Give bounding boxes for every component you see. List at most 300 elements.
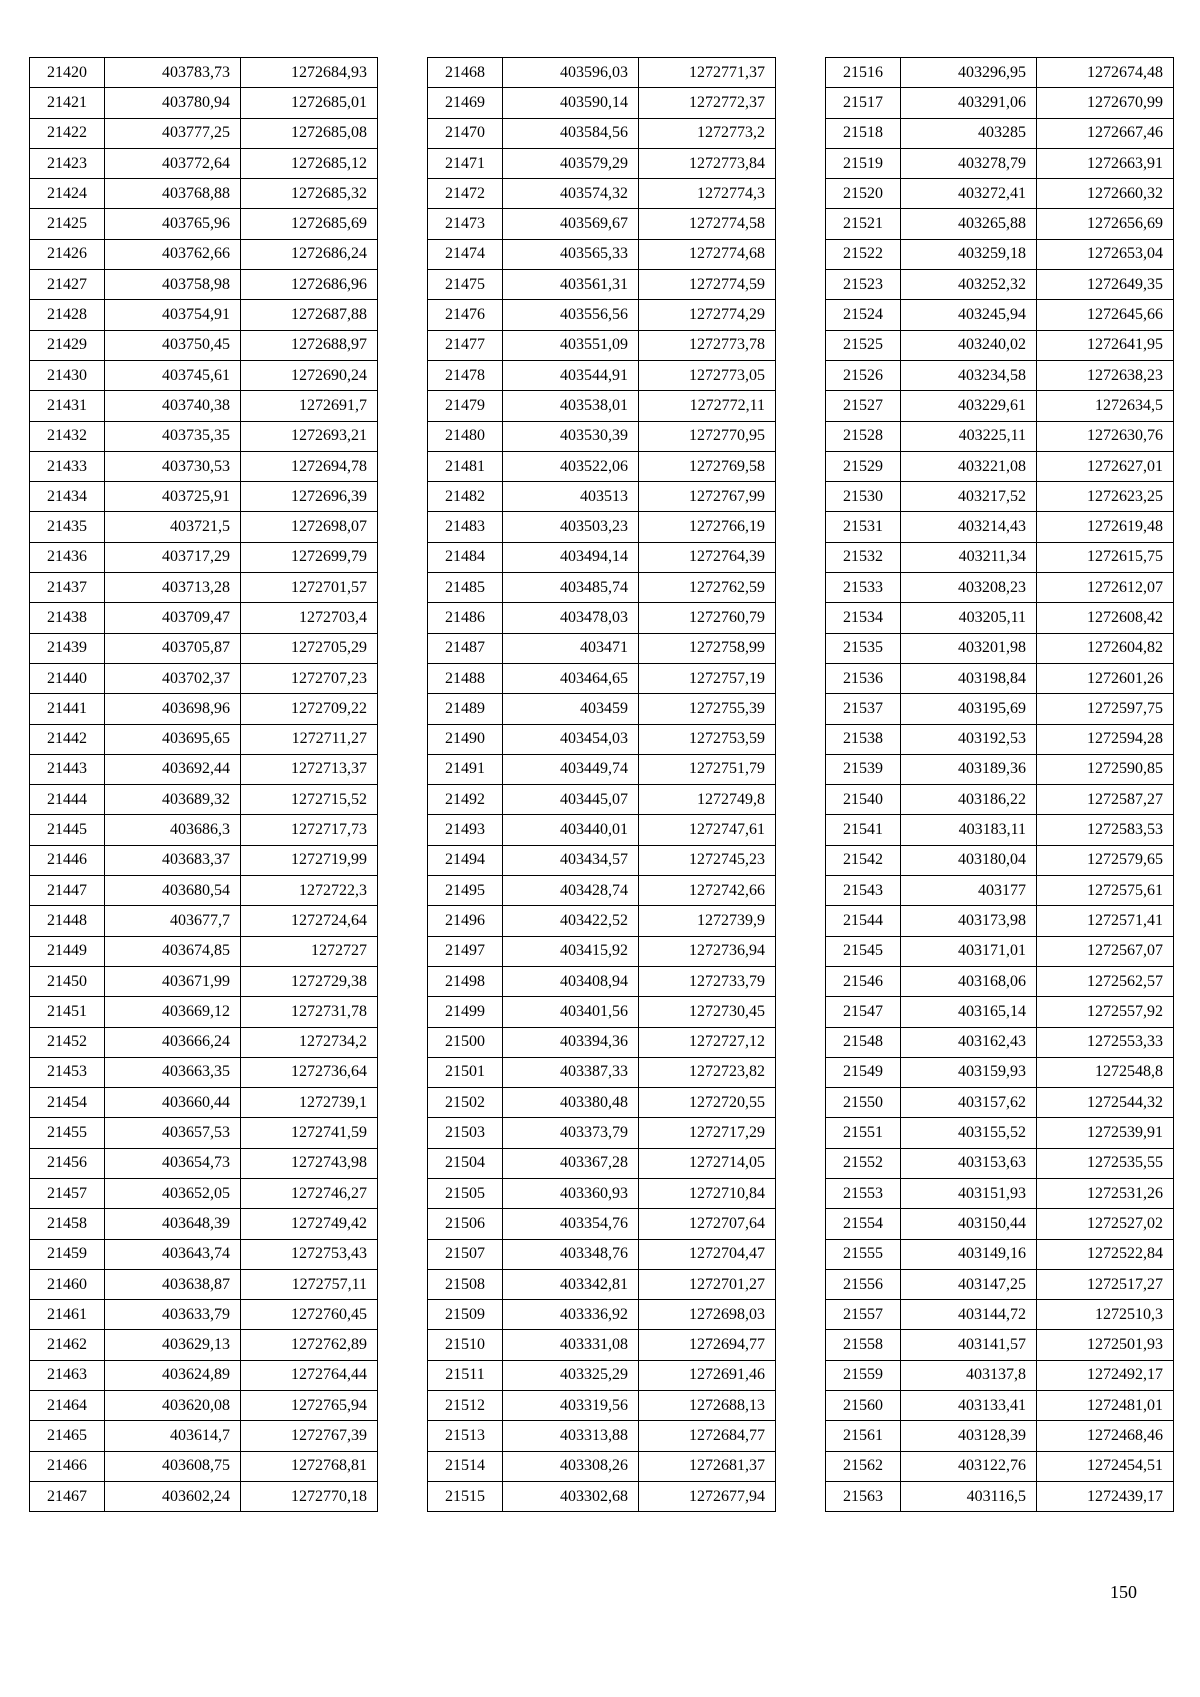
point-number-cell: 21498 <box>428 966 503 996</box>
point-number-cell: 21462 <box>30 1330 105 1360</box>
point-number-cell: 21502 <box>428 1088 503 1118</box>
table-row <box>30 1178 378 1208</box>
point-number-cell: 21423 <box>30 148 105 178</box>
y-coordinate-cell: 1272727,12 <box>639 1027 776 1057</box>
y-coordinate-cell: 1272690,24 <box>241 360 378 390</box>
table-row <box>826 906 1174 936</box>
x-coordinate-cell: 403705,87 <box>105 633 241 663</box>
y-coordinate-cell: 1272774,29 <box>639 300 776 330</box>
y-coordinate-cell: 1272757,19 <box>639 663 776 693</box>
table-row <box>30 936 378 966</box>
x-coordinate-cell: 403721,5 <box>105 512 241 542</box>
point-number-cell: 21461 <box>30 1300 105 1330</box>
x-coordinate-cell: 403252,32 <box>901 270 1037 300</box>
point-number-cell: 21536 <box>826 663 901 693</box>
point-number-cell: 21425 <box>30 209 105 239</box>
y-coordinate-cell: 1272517,27 <box>1037 1269 1174 1299</box>
point-number-cell: 21535 <box>826 633 901 663</box>
x-coordinate-cell: 403674,85 <box>105 936 241 966</box>
point-number-cell: 21492 <box>428 785 503 815</box>
table-row <box>826 58 1174 88</box>
y-coordinate-cell: 1272758,99 <box>639 633 776 663</box>
x-coordinate-cell: 403415,92 <box>503 936 639 966</box>
point-number-cell: 21550 <box>826 1088 901 1118</box>
point-number-cell: 21460 <box>30 1269 105 1299</box>
table-row <box>428 148 776 178</box>
table-row <box>428 1239 776 1269</box>
point-number-cell: 21437 <box>30 573 105 603</box>
x-coordinate-cell: 403234,58 <box>901 360 1037 390</box>
point-number-cell: 21467 <box>30 1481 105 1511</box>
table-row <box>826 694 1174 724</box>
y-coordinate-cell: 1272723,82 <box>639 1057 776 1087</box>
x-coordinate-cell: 403380,48 <box>503 1088 639 1118</box>
point-number-cell: 21483 <box>428 512 503 542</box>
table-row <box>30 391 378 421</box>
x-coordinate-cell: 403579,29 <box>503 148 639 178</box>
y-coordinate-cell: 1272685,12 <box>241 148 378 178</box>
point-number-cell: 21435 <box>30 512 105 542</box>
point-number-cell: 21504 <box>428 1148 503 1178</box>
y-coordinate-cell: 1272553,33 <box>1037 1027 1174 1057</box>
table-row <box>30 330 378 360</box>
table-row <box>30 906 378 936</box>
y-coordinate-cell: 1272575,61 <box>1037 876 1174 906</box>
x-coordinate-cell: 403698,96 <box>105 694 241 724</box>
x-coordinate-cell: 403168,06 <box>901 966 1037 996</box>
y-coordinate-cell: 1272722,3 <box>241 876 378 906</box>
x-coordinate-cell: 403155,52 <box>901 1118 1037 1148</box>
point-number-cell: 21421 <box>30 88 105 118</box>
point-number-cell: 21507 <box>428 1239 503 1269</box>
y-coordinate-cell: 1272715,52 <box>241 785 378 815</box>
point-number-cell: 21505 <box>428 1178 503 1208</box>
table-row <box>428 906 776 936</box>
table-row <box>30 270 378 300</box>
y-coordinate-cell: 1272720,55 <box>639 1088 776 1118</box>
table-row <box>30 88 378 118</box>
x-coordinate-cell: 403319,56 <box>503 1391 639 1421</box>
x-coordinate-cell: 403683,37 <box>105 845 241 875</box>
table-row <box>826 148 1174 178</box>
y-coordinate-cell: 1272736,64 <box>241 1057 378 1087</box>
y-coordinate-cell: 1272767,99 <box>639 482 776 512</box>
x-coordinate-cell: 403654,73 <box>105 1148 241 1178</box>
point-number-cell: 21481 <box>428 451 503 481</box>
y-coordinate-cell: 1272608,42 <box>1037 603 1174 633</box>
x-coordinate-cell: 403342,81 <box>503 1269 639 1299</box>
y-coordinate-cell: 1272691,46 <box>639 1360 776 1390</box>
y-coordinate-cell: 1272733,79 <box>639 966 776 996</box>
table-row <box>826 88 1174 118</box>
y-coordinate-cell: 1272707,23 <box>241 663 378 693</box>
point-number-cell: 21465 <box>30 1421 105 1451</box>
point-number-cell: 21506 <box>428 1209 503 1239</box>
y-coordinate-cell: 1272773,2 <box>639 118 776 148</box>
table-row <box>30 118 378 148</box>
point-number-cell: 21472 <box>428 179 503 209</box>
table-row <box>428 451 776 481</box>
table-row <box>30 1300 378 1330</box>
point-number-cell: 21546 <box>826 966 901 996</box>
y-coordinate-cell: 1272772,37 <box>639 88 776 118</box>
x-coordinate-cell: 403569,67 <box>503 209 639 239</box>
y-coordinate-cell: 1272701,27 <box>639 1269 776 1299</box>
table-row <box>826 542 1174 572</box>
table-row <box>30 1209 378 1239</box>
x-coordinate-cell: 403313,88 <box>503 1421 639 1451</box>
point-number-cell: 21430 <box>30 360 105 390</box>
table-row <box>826 482 1174 512</box>
y-coordinate-cell: 1272544,32 <box>1037 1088 1174 1118</box>
table-row <box>428 633 776 663</box>
table-row <box>428 1330 776 1360</box>
y-coordinate-cell: 1272696,39 <box>241 482 378 512</box>
point-number-cell: 21469 <box>428 88 503 118</box>
y-coordinate-cell: 1272687,88 <box>241 300 378 330</box>
table-row <box>428 573 776 603</box>
point-number-cell: 21548 <box>826 1027 901 1057</box>
y-coordinate-cell: 1272630,76 <box>1037 421 1174 451</box>
table-row <box>30 573 378 603</box>
y-coordinate-cell: 1272743,98 <box>241 1148 378 1178</box>
point-number-cell: 21426 <box>30 239 105 269</box>
point-number-cell: 21431 <box>30 391 105 421</box>
y-coordinate-cell: 1272704,47 <box>639 1239 776 1269</box>
x-coordinate-cell: 403348,76 <box>503 1239 639 1269</box>
table-row <box>30 300 378 330</box>
x-coordinate-cell: 403574,32 <box>503 179 639 209</box>
point-number-cell: 21553 <box>826 1178 901 1208</box>
table-row <box>428 421 776 451</box>
point-number-cell: 21495 <box>428 876 503 906</box>
table-row <box>826 1209 1174 1239</box>
table-row <box>826 512 1174 542</box>
x-coordinate-cell: 403360,93 <box>503 1178 639 1208</box>
coordinate-table-1 <box>29 57 378 1512</box>
x-coordinate-cell: 403522,06 <box>503 451 639 481</box>
point-number-cell: 21544 <box>826 906 901 936</box>
x-coordinate-cell: 403428,74 <box>503 876 639 906</box>
x-coordinate-cell: 403183,11 <box>901 815 1037 845</box>
y-coordinate-cell: 1272714,05 <box>639 1148 776 1178</box>
point-number-cell: 21427 <box>30 270 105 300</box>
x-coordinate-cell: 403614,7 <box>105 1421 241 1451</box>
point-number-cell: 21534 <box>826 603 901 633</box>
point-number-cell: 21487 <box>428 633 503 663</box>
x-coordinate-cell: 403494,14 <box>503 542 639 572</box>
y-coordinate-cell: 1272439,17 <box>1037 1481 1174 1511</box>
table-row <box>826 724 1174 754</box>
x-coordinate-cell: 403373,79 <box>503 1118 639 1148</box>
y-coordinate-cell: 1272753,43 <box>241 1239 378 1269</box>
y-coordinate-cell: 1272481,01 <box>1037 1391 1174 1421</box>
y-coordinate-cell: 1272762,59 <box>639 573 776 603</box>
x-coordinate-cell: 403648,39 <box>105 1209 241 1239</box>
x-coordinate-cell: 403201,98 <box>901 633 1037 663</box>
y-coordinate-cell: 1272711,27 <box>241 724 378 754</box>
y-coordinate-cell: 1272771,37 <box>639 58 776 88</box>
x-coordinate-cell: 403186,22 <box>901 785 1037 815</box>
point-number-cell: 21434 <box>30 482 105 512</box>
table-row <box>428 694 776 724</box>
x-coordinate-cell: 403758,98 <box>105 270 241 300</box>
table-row <box>428 512 776 542</box>
point-number-cell: 21489 <box>428 694 503 724</box>
point-number-cell: 21486 <box>428 603 503 633</box>
table-row <box>428 754 776 784</box>
point-number-cell: 21510 <box>428 1330 503 1360</box>
x-coordinate-cell: 403513 <box>503 482 639 512</box>
table-row <box>826 209 1174 239</box>
table-row <box>826 845 1174 875</box>
y-coordinate-cell: 1272641,95 <box>1037 330 1174 360</box>
table-row <box>826 300 1174 330</box>
table-row <box>428 724 776 754</box>
y-coordinate-cell: 1272539,91 <box>1037 1118 1174 1148</box>
y-coordinate-cell: 1272731,78 <box>241 997 378 1027</box>
x-coordinate-cell: 403137,8 <box>901 1360 1037 1390</box>
point-number-cell: 21517 <box>826 88 901 118</box>
table-row <box>826 1300 1174 1330</box>
point-number-cell: 21556 <box>826 1269 901 1299</box>
table-row <box>428 1391 776 1421</box>
table-row <box>30 663 378 693</box>
y-coordinate-cell: 1272663,91 <box>1037 148 1174 178</box>
table-row <box>428 815 776 845</box>
y-coordinate-cell: 1272579,65 <box>1037 845 1174 875</box>
y-coordinate-cell: 1272562,57 <box>1037 966 1174 996</box>
point-number-cell: 21561 <box>826 1421 901 1451</box>
y-coordinate-cell: 1272623,25 <box>1037 482 1174 512</box>
point-number-cell: 21439 <box>30 633 105 663</box>
point-number-cell: 21493 <box>428 815 503 845</box>
y-coordinate-cell: 1272557,92 <box>1037 997 1174 1027</box>
point-number-cell: 21448 <box>30 906 105 936</box>
point-number-cell: 21468 <box>428 58 503 88</box>
table-row <box>30 1239 378 1269</box>
y-coordinate-cell: 1272653,04 <box>1037 239 1174 269</box>
y-coordinate-cell: 1272707,64 <box>639 1209 776 1239</box>
y-coordinate-cell: 1272681,37 <box>639 1451 776 1481</box>
point-number-cell: 21549 <box>826 1057 901 1087</box>
table-row <box>30 209 378 239</box>
x-coordinate-cell: 403401,56 <box>503 997 639 1027</box>
y-coordinate-cell: 1272749,8 <box>639 785 776 815</box>
table-row <box>30 1391 378 1421</box>
x-coordinate-cell: 403768,88 <box>105 179 241 209</box>
y-coordinate-cell: 1272705,29 <box>241 633 378 663</box>
point-number-cell: 21470 <box>428 118 503 148</box>
table-row <box>30 179 378 209</box>
point-number-cell: 21485 <box>428 573 503 603</box>
table-row <box>30 966 378 996</box>
x-coordinate-cell: 403229,61 <box>901 391 1037 421</box>
coordinate-table-2 <box>427 57 776 1512</box>
table-row <box>826 815 1174 845</box>
x-coordinate-cell: 403584,56 <box>503 118 639 148</box>
x-coordinate-cell: 403503,23 <box>503 512 639 542</box>
y-coordinate-cell: 1272729,38 <box>241 966 378 996</box>
table-row <box>826 1027 1174 1057</box>
table-row <box>826 360 1174 390</box>
point-number-cell: 21515 <box>428 1481 503 1511</box>
x-coordinate-cell: 403259,18 <box>901 239 1037 269</box>
y-coordinate-cell: 1272601,26 <box>1037 663 1174 693</box>
x-coordinate-cell: 403765,96 <box>105 209 241 239</box>
y-coordinate-cell: 1272757,11 <box>241 1269 378 1299</box>
point-number-cell: 21497 <box>428 936 503 966</box>
point-number-cell: 21531 <box>826 512 901 542</box>
x-coordinate-cell: 403285 <box>901 118 1037 148</box>
y-coordinate-cell: 1272773,78 <box>639 330 776 360</box>
x-coordinate-cell: 403272,41 <box>901 179 1037 209</box>
y-coordinate-cell: 1272548,8 <box>1037 1057 1174 1087</box>
table-row <box>428 1209 776 1239</box>
table-row <box>826 118 1174 148</box>
x-coordinate-cell: 403772,64 <box>105 148 241 178</box>
x-coordinate-cell: 403445,07 <box>503 785 639 815</box>
y-coordinate-cell: 1272685,69 <box>241 209 378 239</box>
y-coordinate-cell: 1272774,58 <box>639 209 776 239</box>
y-coordinate-cell: 1272774,59 <box>639 270 776 300</box>
x-coordinate-cell: 403740,38 <box>105 391 241 421</box>
x-coordinate-cell: 403464,65 <box>503 663 639 693</box>
y-coordinate-cell: 1272774,3 <box>639 179 776 209</box>
table-row <box>826 1391 1174 1421</box>
point-number-cell: 21509 <box>428 1300 503 1330</box>
point-number-cell: 21514 <box>428 1451 503 1481</box>
point-number-cell: 21543 <box>826 876 901 906</box>
y-coordinate-cell: 1272727 <box>241 936 378 966</box>
y-coordinate-cell: 1272649,35 <box>1037 270 1174 300</box>
y-coordinate-cell: 1272685,08 <box>241 118 378 148</box>
x-coordinate-cell: 403367,28 <box>503 1148 639 1178</box>
x-coordinate-cell: 403643,74 <box>105 1239 241 1269</box>
point-number-cell: 21433 <box>30 451 105 481</box>
table-row <box>30 754 378 784</box>
x-coordinate-cell: 403208,23 <box>901 573 1037 603</box>
y-coordinate-cell: 1272739,9 <box>639 906 776 936</box>
x-coordinate-cell: 403657,53 <box>105 1118 241 1148</box>
point-number-cell: 21511 <box>428 1360 503 1390</box>
y-coordinate-cell: 1272701,57 <box>241 573 378 603</box>
point-number-cell: 21429 <box>30 330 105 360</box>
y-coordinate-cell: 1272703,4 <box>241 603 378 633</box>
x-coordinate-cell: 403153,63 <box>901 1148 1037 1178</box>
point-number-cell: 21500 <box>428 1027 503 1057</box>
point-number-cell: 21547 <box>826 997 901 1027</box>
x-coordinate-cell: 403150,44 <box>901 1209 1037 1239</box>
y-coordinate-cell: 1272677,94 <box>639 1481 776 1511</box>
table-row <box>30 421 378 451</box>
table-row <box>428 1148 776 1178</box>
x-coordinate-cell: 403544,91 <box>503 360 639 390</box>
point-number-cell: 21562 <box>826 1451 901 1481</box>
x-coordinate-cell: 403214,43 <box>901 512 1037 542</box>
x-coordinate-cell: 403205,11 <box>901 603 1037 633</box>
y-coordinate-cell: 1272527,02 <box>1037 1209 1174 1239</box>
x-coordinate-cell: 403750,45 <box>105 330 241 360</box>
point-number-cell: 21523 <box>826 270 901 300</box>
x-coordinate-cell: 403629,13 <box>105 1330 241 1360</box>
table-row <box>30 482 378 512</box>
y-coordinate-cell: 1272762,89 <box>241 1330 378 1360</box>
point-number-cell: 21478 <box>428 360 503 390</box>
y-coordinate-cell: 1272688,13 <box>639 1391 776 1421</box>
table-row <box>428 88 776 118</box>
table-row <box>428 1269 776 1299</box>
point-number-cell: 21516 <box>826 58 901 88</box>
point-number-cell: 21513 <box>428 1421 503 1451</box>
x-coordinate-cell: 403725,91 <box>105 482 241 512</box>
point-number-cell: 21477 <box>428 330 503 360</box>
point-number-cell: 21525 <box>826 330 901 360</box>
y-coordinate-cell: 1272634,5 <box>1037 391 1174 421</box>
x-coordinate-cell: 403671,99 <box>105 966 241 996</box>
y-coordinate-cell: 1272454,51 <box>1037 1451 1174 1481</box>
x-coordinate-cell: 403325,29 <box>503 1360 639 1390</box>
table-row <box>428 966 776 996</box>
y-coordinate-cell: 1272768,81 <box>241 1451 378 1481</box>
y-coordinate-cell: 1272765,94 <box>241 1391 378 1421</box>
point-number-cell: 21557 <box>826 1300 901 1330</box>
x-coordinate-cell: 403652,05 <box>105 1178 241 1208</box>
x-coordinate-cell: 403624,89 <box>105 1360 241 1390</box>
table-row <box>826 876 1174 906</box>
x-coordinate-cell: 403171,01 <box>901 936 1037 966</box>
y-coordinate-cell: 1272656,69 <box>1037 209 1174 239</box>
point-number-cell: 21554 <box>826 1209 901 1239</box>
point-number-cell: 21457 <box>30 1178 105 1208</box>
x-coordinate-cell: 403162,43 <box>901 1027 1037 1057</box>
point-number-cell: 21447 <box>30 876 105 906</box>
table-row <box>826 270 1174 300</box>
x-coordinate-cell: 403780,94 <box>105 88 241 118</box>
x-coordinate-cell: 403151,93 <box>901 1178 1037 1208</box>
x-coordinate-cell: 403149,16 <box>901 1239 1037 1269</box>
point-number-cell: 21441 <box>30 694 105 724</box>
point-number-cell: 21541 <box>826 815 901 845</box>
y-coordinate-cell: 1272710,84 <box>639 1178 776 1208</box>
x-coordinate-cell: 403680,54 <box>105 876 241 906</box>
table-row <box>30 724 378 754</box>
y-coordinate-cell: 1272686,24 <box>241 239 378 269</box>
table-row <box>30 1269 378 1299</box>
table-row <box>30 451 378 481</box>
y-coordinate-cell: 1272699,79 <box>241 542 378 572</box>
y-coordinate-cell: 1272746,27 <box>241 1178 378 1208</box>
point-number-cell: 21533 <box>826 573 901 603</box>
point-number-cell: 21491 <box>428 754 503 784</box>
point-number-cell: 21476 <box>428 300 503 330</box>
x-coordinate-cell: 403666,24 <box>105 1027 241 1057</box>
point-number-cell: 21480 <box>428 421 503 451</box>
y-coordinate-cell: 1272742,66 <box>639 876 776 906</box>
y-coordinate-cell: 1272741,59 <box>241 1118 378 1148</box>
table-row <box>428 1451 776 1481</box>
x-coordinate-cell: 403478,03 <box>503 603 639 633</box>
x-coordinate-cell: 403590,14 <box>503 88 639 118</box>
x-coordinate-cell: 403735,35 <box>105 421 241 451</box>
y-coordinate-cell: 1272492,17 <box>1037 1360 1174 1390</box>
table-row <box>826 421 1174 451</box>
table-row <box>30 694 378 724</box>
x-coordinate-cell: 403565,33 <box>503 239 639 269</box>
x-coordinate-cell: 403198,84 <box>901 663 1037 693</box>
y-coordinate-cell: 1272597,75 <box>1037 694 1174 724</box>
table-row <box>428 1118 776 1148</box>
